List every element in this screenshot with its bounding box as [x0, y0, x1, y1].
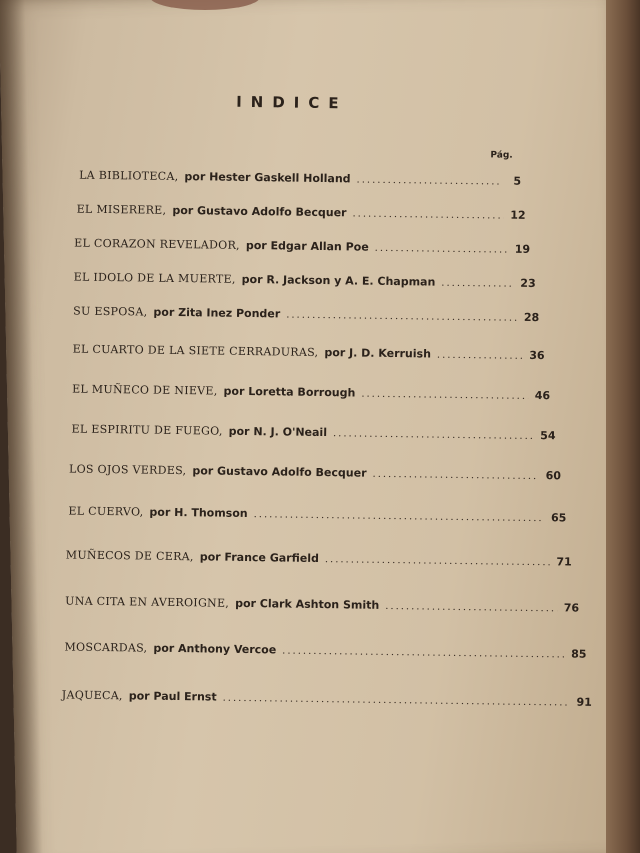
entry-page-number: 19 — [514, 242, 531, 256]
leader-dots — [385, 601, 557, 614]
entry-page-number: 5 — [513, 174, 522, 188]
leader-dots — [375, 243, 509, 256]
toc-entry — [65, 594, 579, 621]
toc-entry — [76, 203, 525, 229]
leader-dots — [223, 693, 570, 709]
entry-page-number: 85 — [571, 647, 587, 661]
entry-author: por Loretta Borrough — [223, 384, 356, 400]
leader-dots — [286, 310, 517, 324]
entry-author: por Clark Ashton Smith — [235, 596, 380, 612]
entry-title: LOS OJOS VERDES, — [68, 462, 187, 478]
entry-page-number: 76 — [563, 601, 580, 615]
entry-title: UNA CITA EN AVEROIGNE, — [65, 594, 230, 610]
leader-dots — [254, 509, 545, 524]
toc-entry — [79, 169, 521, 195]
entry-title: EL ESPIRITU DE FUEGO, — [71, 422, 223, 438]
entry-author: por Hester Gaskell Holland — [184, 170, 351, 186]
entry-title: SU ESPOSA, — [73, 304, 148, 319]
entry-page-number: 12 — [510, 208, 526, 222]
toc-entry — [62, 688, 592, 715]
entry-author: por H. Thomson — [149, 505, 248, 521]
leader-dots — [437, 350, 523, 362]
leader-dots — [325, 554, 550, 568]
entry-title: EL CUARTO DE LA SIETE CERRADURAS, — [72, 342, 319, 359]
toc-entry — [72, 383, 550, 410]
entry-title: EL MUÑECO DE NIEVE, — [72, 382, 218, 398]
entry-author: por Zita Inez Ponder — [153, 305, 281, 321]
entry-title: MOSCARDAS, — [64, 640, 148, 655]
entry-author: por Anthony Vercoe — [153, 641, 277, 657]
entry-author: por N. J. O'Neail — [228, 424, 328, 440]
entry-page-number: 46 — [534, 388, 551, 403]
entry-author: por Paul Ernst — [128, 689, 217, 704]
entry-author: por Gustavo Adolfo Becquer — [172, 203, 347, 220]
entry-title: EL CUERVO, — [68, 504, 144, 519]
leader-dots — [361, 389, 528, 402]
entry-title: EL CORAZON REVELADOR, — [74, 236, 240, 252]
entry-page-number: 65 — [550, 511, 567, 525]
leader-dots — [282, 645, 564, 660]
page-column-header: Pág. — [490, 150, 513, 161]
toc-entry — [73, 305, 539, 332]
leader-dots — [441, 278, 513, 290]
entry-title: MUÑECOS DE CERA, — [65, 548, 194, 564]
toc-entry — [72, 343, 544, 370]
entry-title: JAQUECA, — [61, 688, 123, 703]
leader-dots — [357, 174, 500, 187]
entry-page-number: 54 — [540, 429, 556, 443]
entry-page-number: 71 — [556, 555, 572, 569]
entry-page-number: 60 — [545, 469, 562, 483]
entry-author: por Edgar Allan Poe — [245, 238, 369, 254]
toc-entry — [68, 504, 566, 531]
leader-dots — [333, 428, 534, 442]
entry-page-number: 28 — [523, 310, 540, 325]
entry-author: por J. D. Kerruish — [324, 346, 432, 361]
entry-title: EL MISERERE, — [76, 202, 167, 217]
leader-dots — [372, 469, 539, 482]
entry-page-number: 23 — [520, 276, 536, 290]
entry-page-number: 91 — [576, 695, 592, 709]
toc-entry — [69, 463, 561, 490]
entry-title: EL IDOLO DE LA MUERTE, — [73, 270, 236, 286]
entry-author: por Gustavo Adolfo Becquer — [192, 464, 367, 480]
index-title: INDICE — [236, 92, 348, 113]
entry-title: LA BIBLIOTECA, — [79, 168, 179, 184]
entry-page-number: 36 — [529, 348, 545, 363]
entry-author: por R. Jackson y A. E. Chapman — [241, 272, 436, 289]
toc-entry — [66, 548, 572, 575]
toc-entry — [64, 640, 586, 667]
toc-entry — [74, 237, 530, 263]
entry-author: por France Garfield — [199, 550, 319, 565]
toc-entry — [74, 271, 536, 297]
leader-dots — [352, 208, 503, 221]
toc-entry — [71, 423, 555, 450]
